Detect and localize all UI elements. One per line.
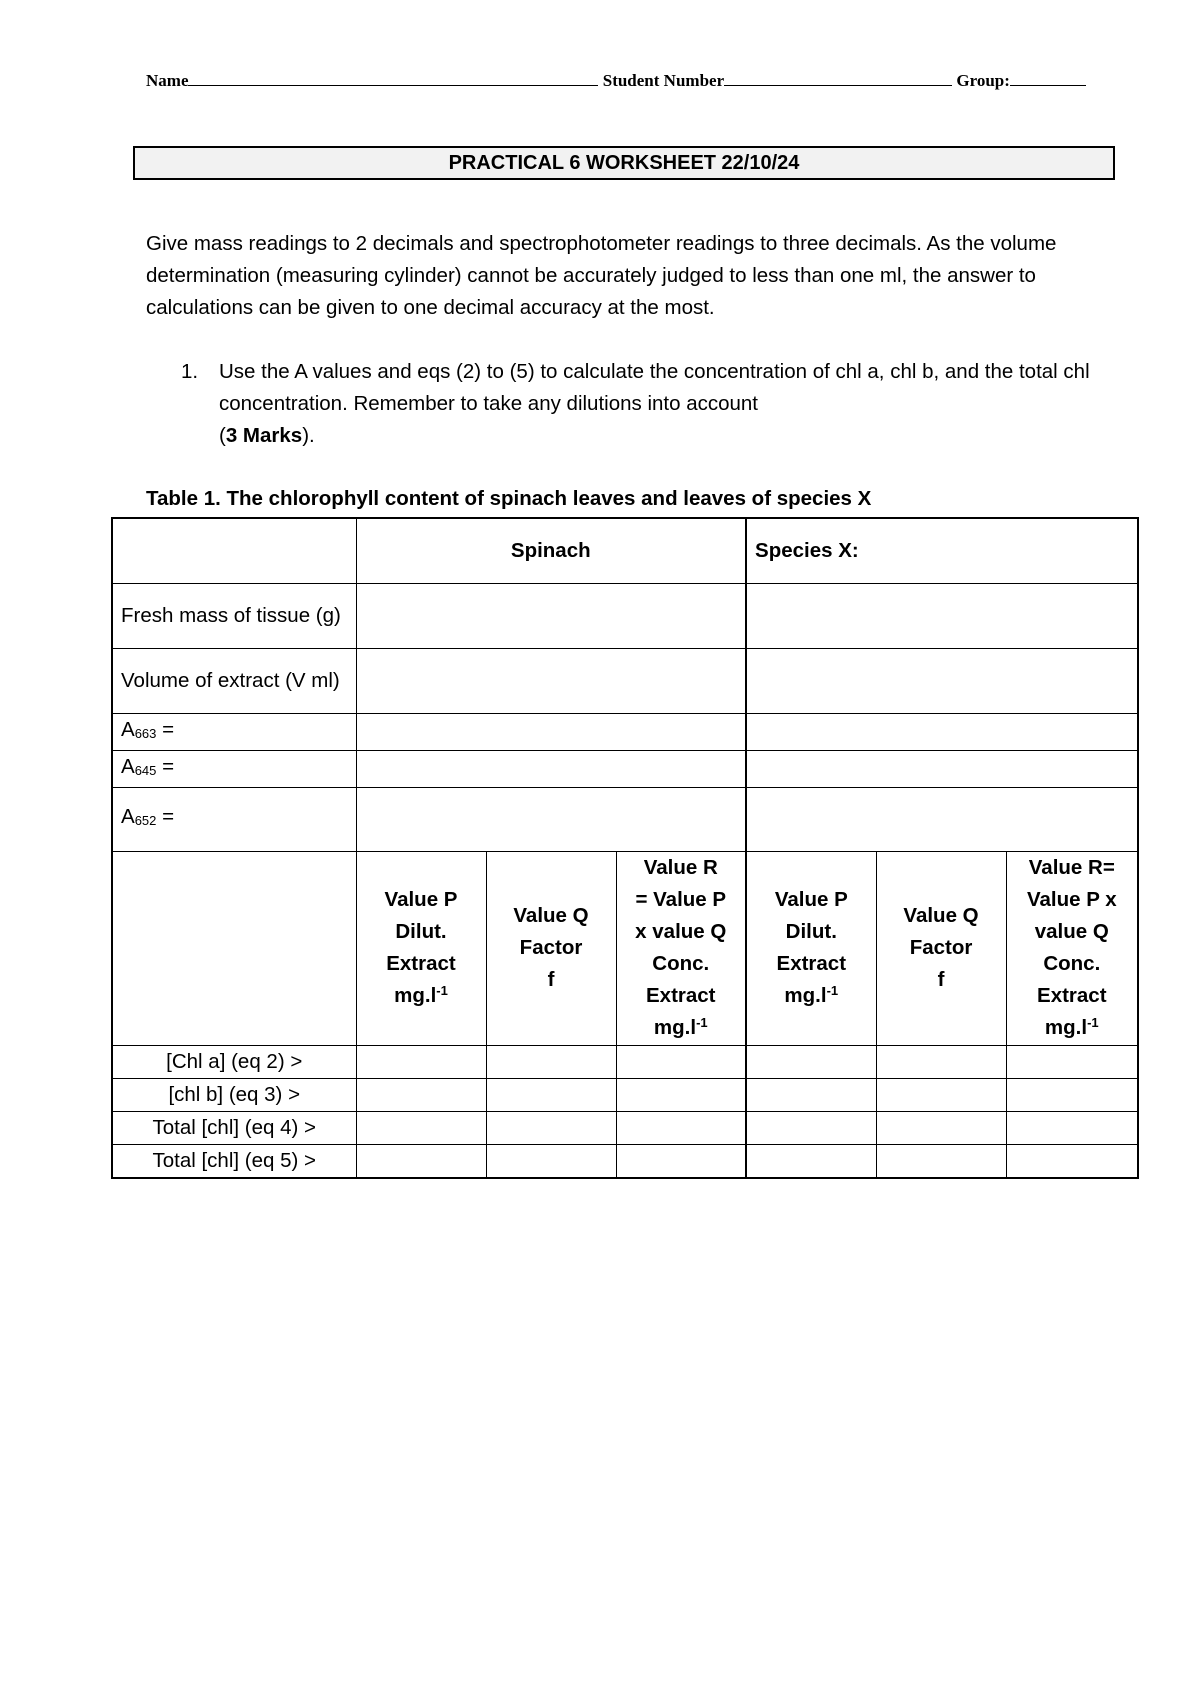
- result-cell[interactable]: [486, 1144, 616, 1178]
- question-text: Use the A values and eqs (2) to (5) to calculate the concentration of chl a, chl b, and the total chl concentration. Remember to take any dilutions into account: [219, 360, 1090, 415]
- input-cell-spinach-volume[interactable]: [356, 648, 746, 713]
- result-cell[interactable]: [746, 1045, 876, 1078]
- result-cell[interactable]: [1006, 1045, 1138, 1078]
- name-field[interactable]: [188, 70, 598, 86]
- subheader-spinach-value-p: Value P Dilut. Extract $mg.l^{-1}$: [356, 851, 486, 1045]
- subheader-corner-cell: [112, 851, 356, 1045]
- result-cell[interactable]: [356, 1144, 486, 1178]
- input-cell-species-a663[interactable]: [746, 713, 1138, 750]
- column-header-spinach: Spinach: [356, 518, 746, 583]
- table-row: [112, 1111, 1138, 1144]
- table-row: [112, 1045, 1138, 1078]
- input-cell-species-a652[interactable]: [746, 787, 1138, 851]
- table-row: [112, 1144, 1138, 1178]
- row-label-a663: $A_{663}$ =: [112, 713, 356, 750]
- result-cell[interactable]: [1006, 1078, 1138, 1111]
- name-label: Name: [146, 71, 189, 90]
- result-cell[interactable]: [356, 1045, 486, 1078]
- result-cell[interactable]: [1006, 1111, 1138, 1144]
- row-label-total-chl-eq5: Total [chl] (eq 5) >: [112, 1144, 356, 1178]
- column-header-species-x: Species X:: [746, 518, 1138, 583]
- result-cell[interactable]: [876, 1045, 1006, 1078]
- worksheet-title: PRACTICAL 6 WORKSHEET 22/10/24: [133, 146, 1115, 180]
- student-number-label: Student Number: [602, 71, 725, 90]
- result-cell[interactable]: [486, 1045, 616, 1078]
- result-cell[interactable]: [356, 1078, 486, 1111]
- input-cell-spinach-fresh-mass[interactable]: [356, 583, 746, 648]
- input-cell-species-fresh-mass[interactable]: [746, 583, 1138, 648]
- result-cell[interactable]: [746, 1144, 876, 1178]
- result-cell[interactable]: [876, 1078, 1006, 1111]
- subheader-species-value-q: Value Q Factor f: [876, 851, 1006, 1045]
- result-cell[interactable]: [1006, 1144, 1138, 1178]
- result-cell[interactable]: [746, 1078, 876, 1111]
- group-label: Group:: [956, 71, 1010, 90]
- result-cell[interactable]: [616, 1045, 746, 1078]
- input-cell-species-volume[interactable]: [746, 648, 1138, 713]
- table-caption: Table 1. The chlorophyll content of spinach leaves and leaves of species X: [146, 487, 872, 510]
- student-info-header: [146, 70, 1096, 91]
- input-cell-spinach-a645[interactable]: [356, 750, 746, 787]
- subheader-spinach-value-q: Value Q Factor f: [486, 851, 616, 1045]
- subheader-spinach-value-r: Value R = Value P x value Q Conc. Extract $mg.l^{-1}$: [616, 851, 746, 1045]
- result-cell[interactable]: [356, 1111, 486, 1144]
- instructions-paragraph: Give mass readings to 2 decimals and spectrophotometer readings to three decimals. As the volume determination (measuring cylinder) cannot be accurately judged to less than one ml, the answer to calculations can be given to one decimal accuracy at the most.: [146, 232, 1057, 319]
- question-marks: (3 Marks).: [219, 424, 315, 447]
- result-cell[interactable]: [616, 1078, 746, 1111]
- result-cell[interactable]: [746, 1111, 876, 1144]
- result-cell[interactable]: [486, 1078, 616, 1111]
- result-cell[interactable]: [486, 1111, 616, 1144]
- corner-cell: [112, 518, 356, 583]
- input-cell-spinach-a652[interactable]: [356, 787, 746, 851]
- subheader-species-value-p: Value P Dilut. Extract $mg.l^{-1}$: [746, 851, 876, 1045]
- question-number: 1.: [181, 360, 199, 383]
- subheader-species-value-r: Value R= Value P x value Q Conc. Extract $mg.l^{-1}$: [1006, 851, 1138, 1045]
- input-cell-species-a645[interactable]: [746, 750, 1138, 787]
- row-label-volume: Volume of extract (V ml): [112, 648, 356, 713]
- row-label-a652: $A_{652}$ =: [112, 787, 356, 851]
- result-cell[interactable]: [616, 1144, 746, 1178]
- chlorophyll-table: [111, 517, 1139, 1179]
- table-row: [112, 1078, 1138, 1111]
- result-cell[interactable]: [876, 1144, 1006, 1178]
- row-label-fresh-mass: Fresh mass of tissue (g): [112, 583, 356, 648]
- result-cell[interactable]: [616, 1111, 746, 1144]
- row-label-a645: $A_{645}$ =: [112, 750, 356, 787]
- question-text-block: [219, 356, 1114, 452]
- input-cell-spinach-a663[interactable]: [356, 713, 746, 750]
- row-label-chl-a: [Chl a] (eq 2) >: [112, 1045, 356, 1078]
- row-label-chl-b: [chl b] (eq 3) >: [112, 1078, 356, 1111]
- result-cell[interactable]: [876, 1111, 1006, 1144]
- row-label-total-chl-eq4: Total [chl] (eq 4) >: [112, 1111, 356, 1144]
- group-field[interactable]: [1010, 70, 1086, 86]
- student-number-field[interactable]: [724, 70, 952, 86]
